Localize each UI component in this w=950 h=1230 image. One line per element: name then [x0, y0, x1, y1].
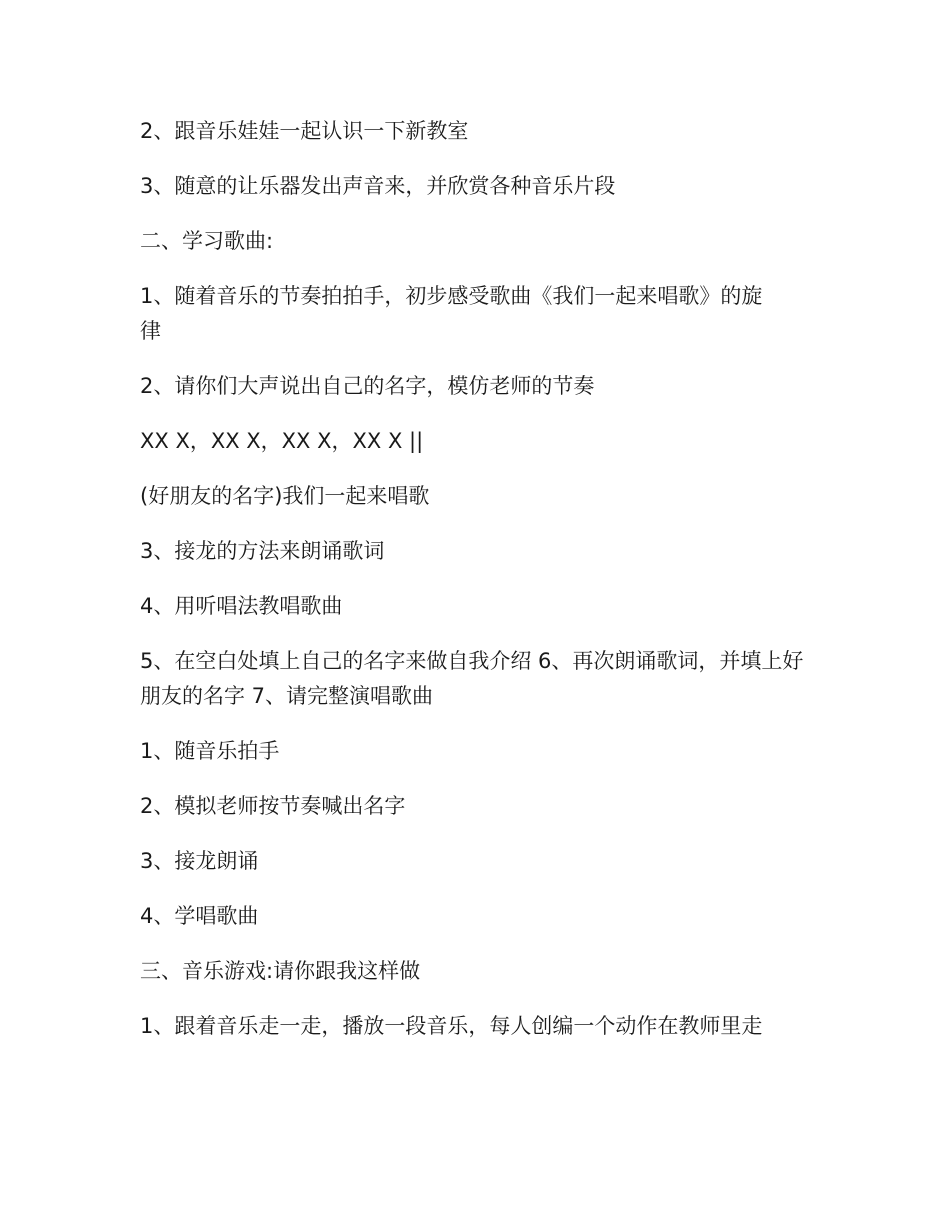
section-heading: 三、音乐游戏:请你跟我这样做	[140, 959, 421, 983]
paragraph: 1、随着音乐的节奏拍拍手，初步感受歌曲《我们一起来唱歌》的旋律	[140, 284, 763, 343]
paragraph: 5、在空白处填上自己的名字来做自我介绍 6、再次朗诵歌词，并填上好朋友的名字 7、请完整演唱歌曲	[140, 649, 804, 708]
paragraph: 3、接龙朗诵	[140, 849, 259, 873]
paragraph: 4、学唱歌曲	[140, 904, 259, 928]
paragraph: 3、随意的让乐器发出声音来，并欣赏各种音乐片段	[140, 174, 616, 198]
paragraph: 3、接龙的方法来朗诵歌词	[140, 539, 385, 563]
paragraph: 1、跟着音乐走一走，播放一段音乐，每人创编一个动作在教师里走	[140, 1014, 763, 1038]
section-heading: 二、学习歌曲:	[140, 229, 274, 253]
paragraph: 1、随音乐拍手	[140, 739, 280, 763]
document-body	[140, 114, 820, 1064]
paragraph: (好朋友的名字)我们一起来唱歌	[140, 484, 430, 508]
paragraph: 4、用听唱法教唱歌曲	[140, 594, 343, 618]
paragraph: 2、模拟老师按节奏喊出名字	[140, 794, 406, 818]
paragraph: 2、请你们大声说出自己的名字，模仿老师的节奏	[140, 374, 595, 398]
rhythm-notation: XX X，XX X，XX X，XX X ||	[140, 429, 424, 453]
paragraph: 2、跟音乐娃娃一起认识一下新教室	[140, 119, 469, 143]
